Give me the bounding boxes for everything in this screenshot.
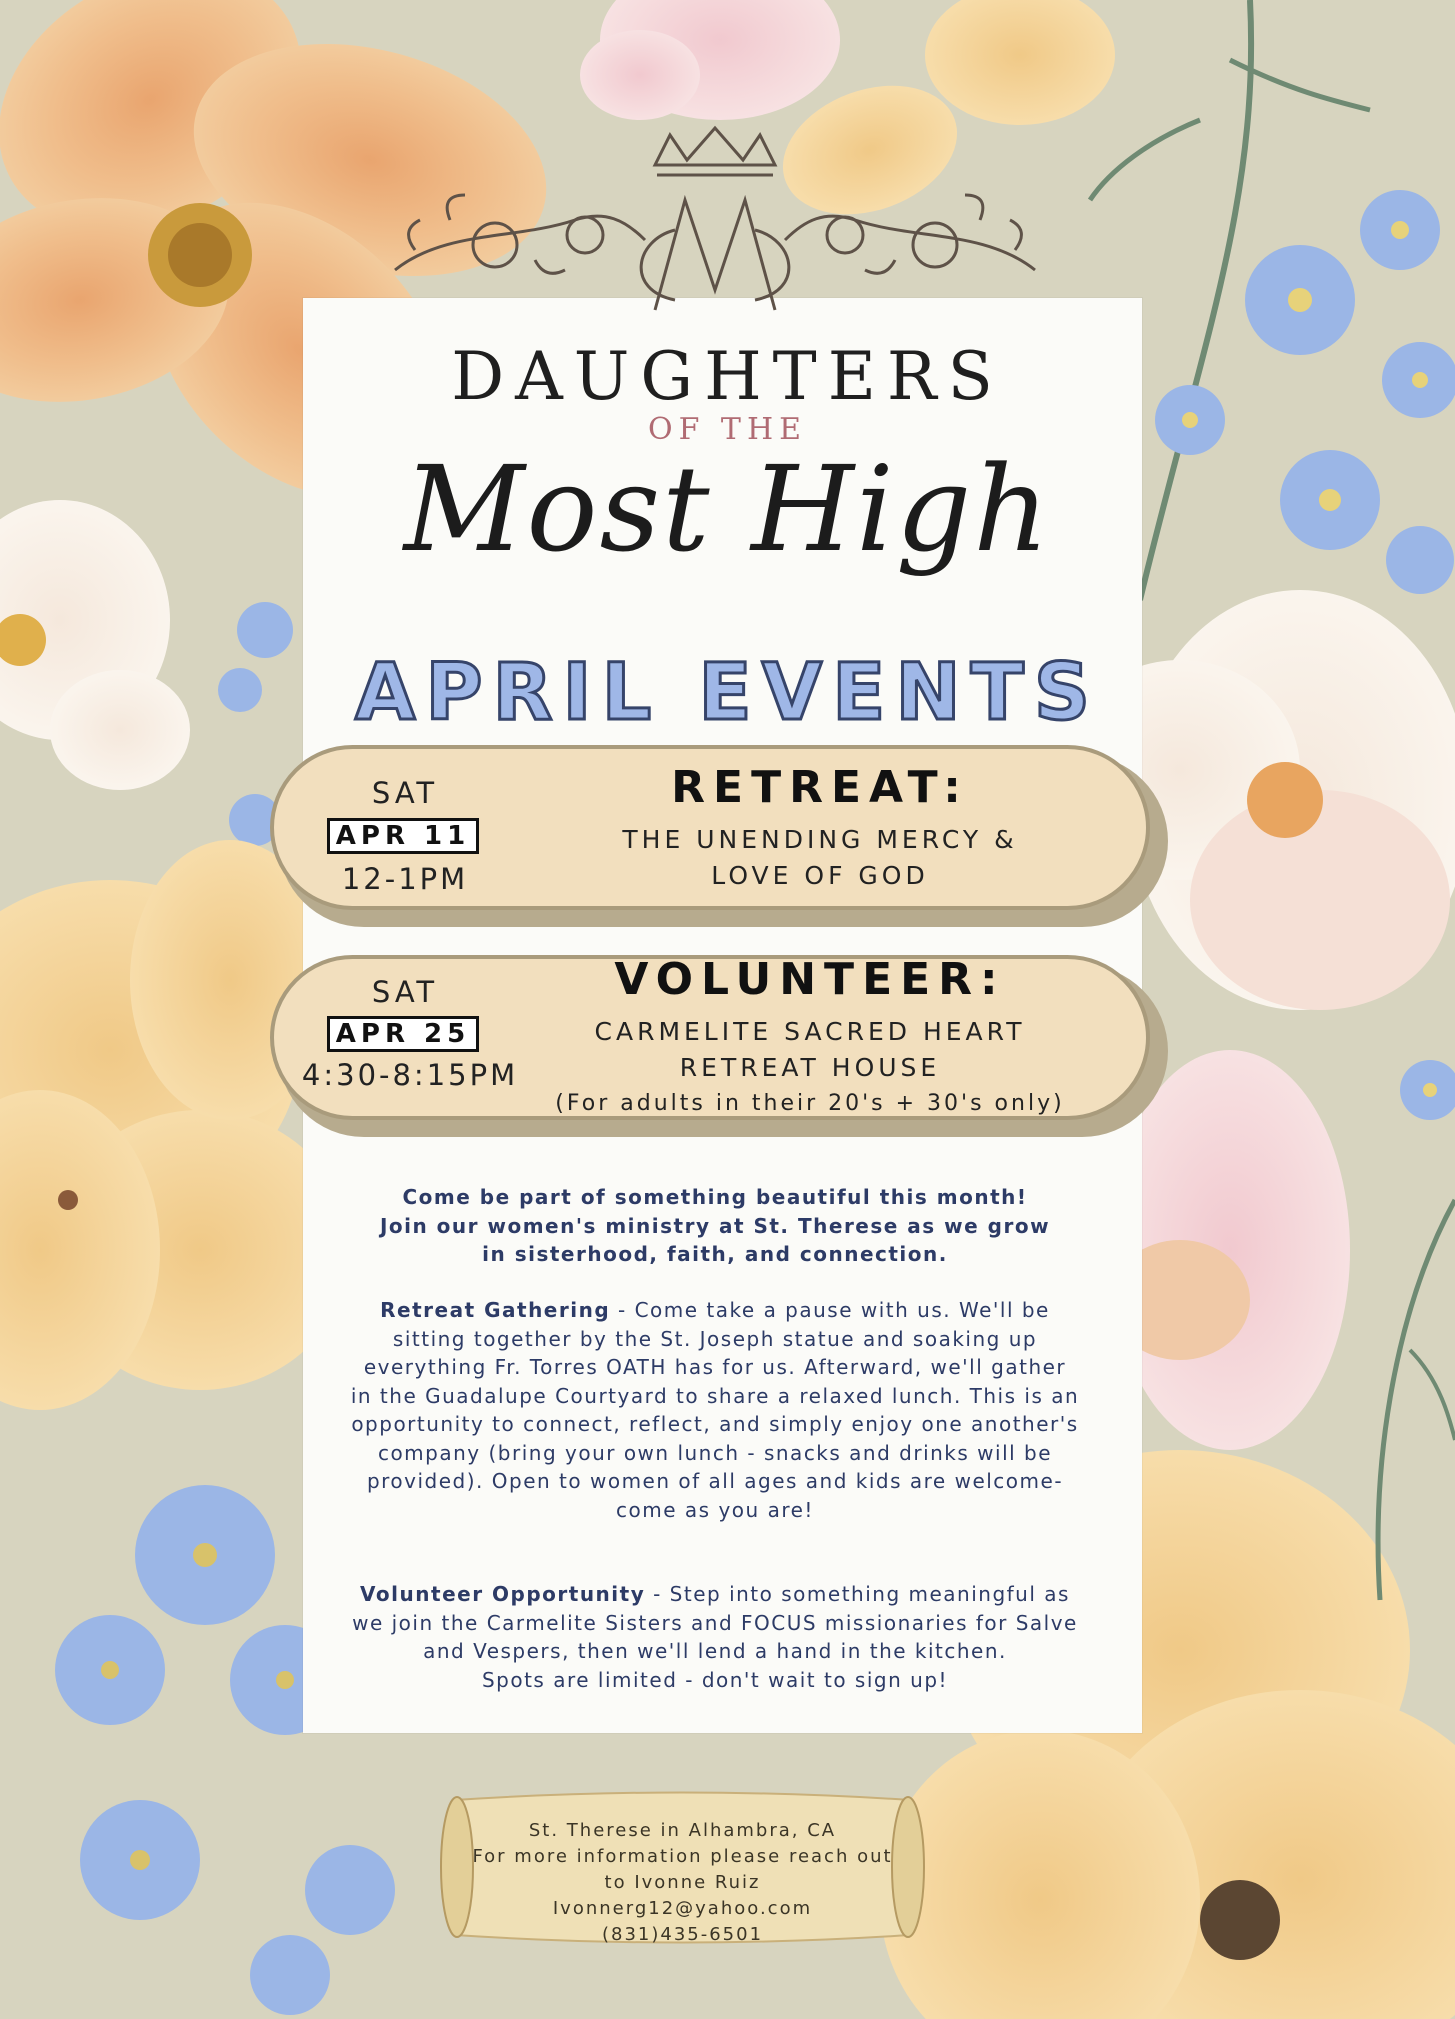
- event-day: SAT: [371, 975, 439, 1009]
- intro-line: Join our women's ministry at St. Therese as we grow: [379, 1213, 1051, 1238]
- event-day: SAT: [371, 776, 439, 810]
- contact-location: St. Therese in Alhambra, CA: [528, 1820, 837, 1841]
- contact-name: to Ivonne Ruiz: [604, 1872, 761, 1893]
- event-note: (For adults in their 20's + 30's only): [555, 1091, 1065, 1116]
- contact-line: For more information please reach out: [472, 1846, 893, 1867]
- event-subtitle-line: THE UNENDING MERCY &: [622, 825, 1018, 854]
- event-time: 4:30-8:15PM: [301, 1058, 519, 1092]
- crowned-monogram-emblem: [375, 120, 1055, 330]
- yellow-flower-left: [0, 840, 350, 1410]
- event-subtitle-line: CARMELITE SACRED HEART: [594, 1017, 1026, 1046]
- event-subtitle: [520, 1014, 1100, 1122]
- retreat-label: Retreat Gathering: [380, 1298, 611, 1322]
- event-subtitle: [540, 822, 1100, 894]
- title-daughters: DAUGHTERS: [451, 338, 1004, 415]
- retreat-description: [350, 1296, 1080, 1524]
- title-most-high: Most High: [403, 440, 1052, 578]
- contact-info: [435, 1818, 930, 1948]
- retreat-text: - Come take a pause with us. We'll be sitting together by the St. Joseph statue and soaking up everything Fr. Torres OATH has for us. Afterward, we'll gather in the Guadalupe Courtyard to share a relaxed lunch. This is an opportunity to connect, reflect, and simply enjoy one another's company (bring your own lunch - snacks and drinks will be provided). Open to women of all ages and kids are welcome-come as you are!: [350, 1298, 1080, 1522]
- pink-flower-top: [580, 0, 840, 120]
- event-title: VOLUNTEER:: [614, 954, 1006, 1005]
- contact-phone[interactable]: (831)435-6501: [601, 1924, 764, 1945]
- month-heading: APRIL EVENTS: [354, 648, 1101, 738]
- event-time: 12-1PM: [341, 862, 469, 896]
- intro-paragraph: [350, 1183, 1080, 1269]
- volunteer-text: - Step into something meaningful as we join the Carmelite Sisters and FOCUS missionaries for Salve and Vespers, then we'll lend a hand in the kitchen.: [352, 1582, 1078, 1663]
- event-date-badge: APR 25: [327, 1016, 479, 1052]
- volunteer-label: Volunteer Opportunity: [360, 1582, 646, 1606]
- closing-line: Spots are limited - don't wait to sign up!: [481, 1667, 949, 1692]
- event-title: RETREAT:: [671, 762, 969, 813]
- pink-flower-right: [1110, 1050, 1350, 1450]
- volunteer-description: [350, 1580, 1080, 1694]
- contact-email[interactable]: Ivonnerg12@yahoo.com: [552, 1898, 813, 1919]
- event-subtitle-line: RETREAT HOUSE: [679, 1053, 941, 1082]
- intro-line: Come be part of something beautiful this month!: [402, 1185, 1028, 1209]
- title-of-the: OF THE: [647, 412, 808, 447]
- intro-line: in sisterhood, faith, and connection.: [482, 1242, 948, 1266]
- event-date-badge: APR 11: [327, 818, 479, 854]
- event-subtitle-line: LOVE OF GOD: [711, 861, 929, 890]
